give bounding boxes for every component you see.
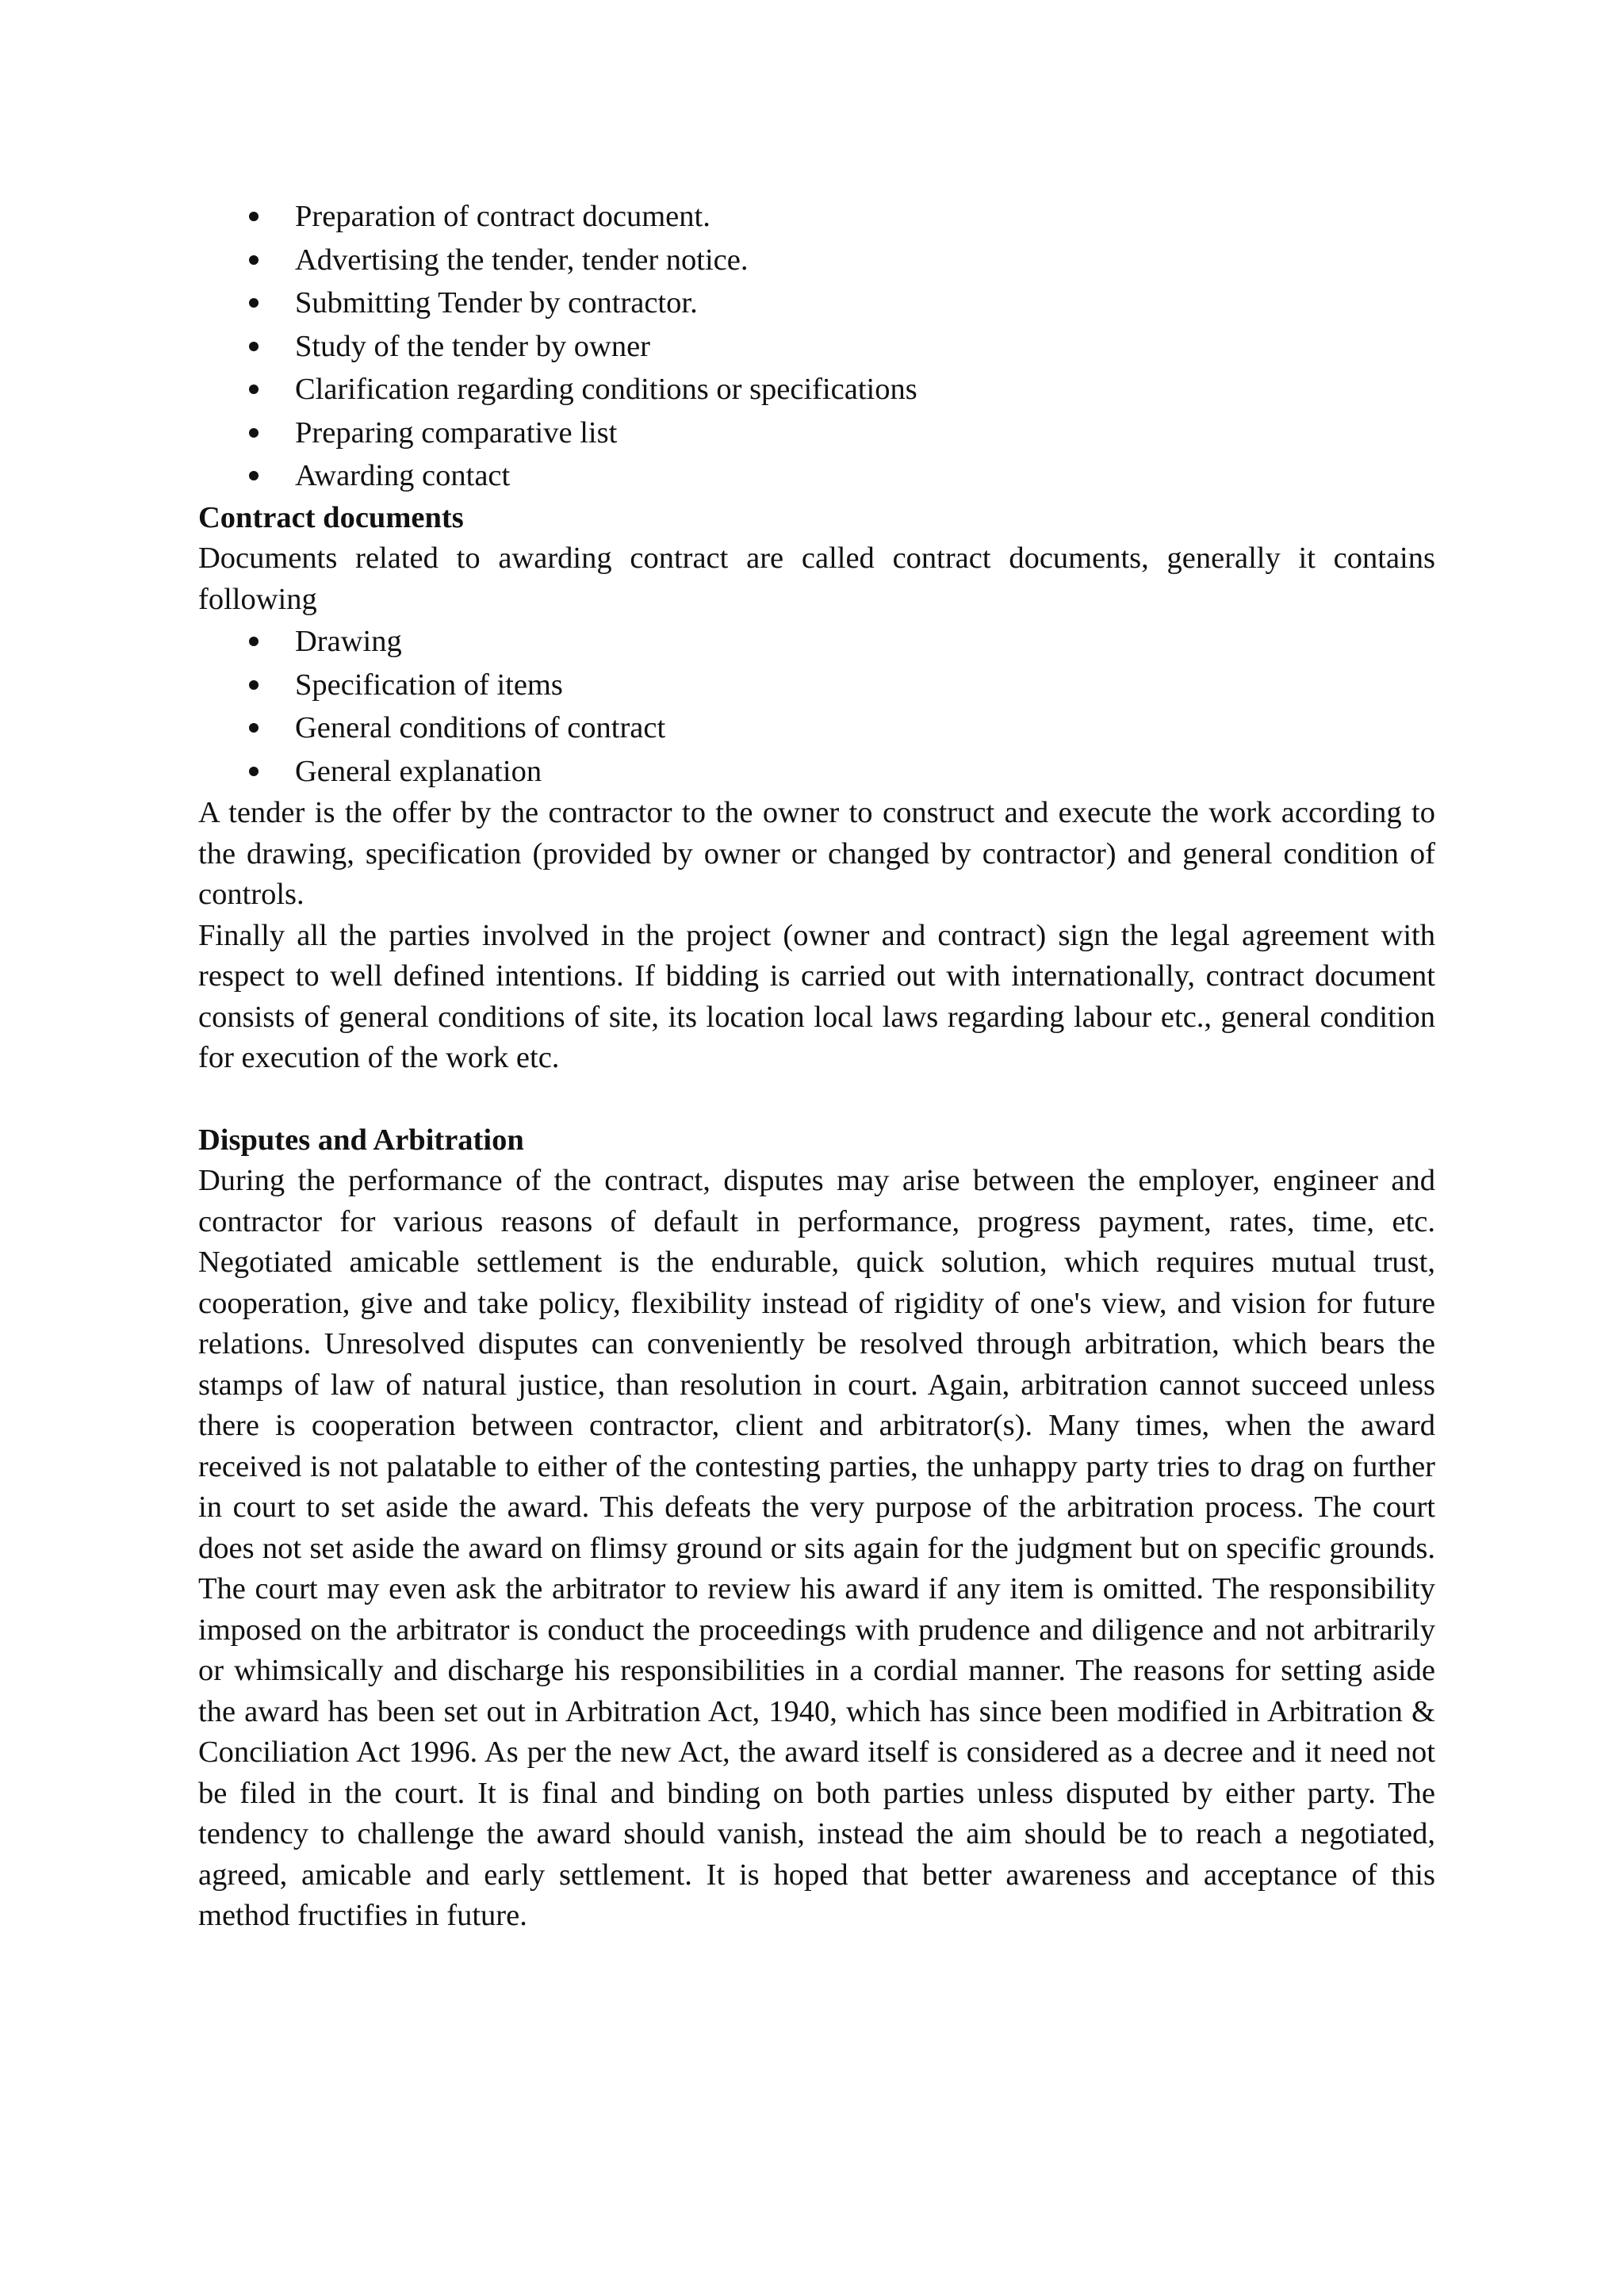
- document-page: [198, 195, 1435, 1937]
- list-item: [295, 368, 1435, 411]
- contract-documents-list: [198, 620, 1435, 793]
- list-item-text: Clarification regarding conditions or specifications: [295, 373, 917, 406]
- list-item-text: General conditions of contract: [295, 711, 666, 744]
- list-item: [295, 750, 1435, 794]
- bullet-icon: [249, 342, 259, 351]
- bullet-icon: [249, 723, 259, 733]
- tender-steps-list: [198, 195, 1435, 498]
- bullet-icon: [249, 298, 259, 308]
- contract-documents-intro: Documents related to awarding contract are called contract documents, generally it contains following: [198, 541, 1435, 616]
- bullet-icon: [249, 471, 259, 480]
- bullet-icon: [249, 255, 259, 265]
- tender-definition-paragraph: A tender is the offer by the contractor to the owner to construct and execute the work according to the drawing, specification (provided by owner or changed by contractor) and general condition of controls.: [198, 796, 1435, 911]
- list-item: [295, 664, 1435, 707]
- list-item-text: Advertising the tender, tender notice.: [295, 243, 749, 277]
- section-spacer: [198, 1079, 1435, 1120]
- bullet-icon: [249, 767, 259, 776]
- list-item-text: Preparing comparative list: [295, 415, 618, 450]
- bullet-icon: [249, 212, 259, 221]
- list-item: [295, 454, 1435, 498]
- bullet-icon: [249, 637, 259, 646]
- disputes-paragraph: During the performance of the contract, disputes may arise between the employer, engineer and contractor for various reasons of default in performance, progress payment, rates, time, etc. Negotiated amicable settlement is the endurable, quick solution, which requires mutual trust, cooperation, give and take policy, flexibility instead of rigidity of one's view, and vision for future relations. Unresolved disputes can conveniently be resolved through arbitration, which bears the stamps of law of natural justice, than resolution in court. Again, arbitration cannot succeed unless there is cooperation between contractor, client and arbitrator(s). Many times, when the award received is not palatable to either of the contesting parties, the unhappy party tries to drag on further in court to set aside the award. This defeats the very purpose of the arbitration process. The court does not set aside the award on flimsy ground or sits again for the judgment but on specific grounds. The court may even ask the arbitrator to review his award if any item is omitted. The responsibility imposed on the arbitrator is conduct the proceedings with prudence and diligence and not arbitrarily or whimsically and discharge his responsibilities in a cordial manner. The reasons for setting aside the award has been set out in Arbitration Act, 1940, which has since been modified in Arbitration & Conciliation Act 1996. As per the new Act, the award itself is considered as a decree and it need not be filed in the court. It is final and binding on both parties unless disputed by either party. The tendency to challenge the award should vanish, instead the aim should be to reach a negotiated, agreed, amicable and early settlement. It is hoped that better awareness and acceptance of this method fructifies in future.: [198, 1164, 1435, 1932]
- list-item: [295, 620, 1435, 664]
- bullet-icon: [249, 385, 259, 394]
- list-item: [295, 281, 1435, 325]
- bullet-icon: [249, 428, 259, 438]
- list-item: [295, 325, 1435, 369]
- list-item-text: Preparation of contract document.: [295, 200, 710, 233]
- list-item: [295, 239, 1435, 282]
- agreement-paragraph: Finally all the parties involved in the project (owner and contract) sign the legal agreement with respect to well defined intentions. If bidding is carried out with internationally, contract document consists of general conditions of site, its location local laws regarding labour etc., general condition for execution of the work etc.: [198, 918, 1435, 1074]
- list-item-text: Awarding contact: [295, 459, 511, 492]
- list-item-text: Specification of items: [295, 668, 563, 702]
- list-item-text: Submitting Tender by contractor.: [295, 286, 698, 320]
- contract-documents-heading: Contract documents: [198, 500, 464, 534]
- list-item: [295, 195, 1435, 239]
- list-item-text: Study of the tender by owner: [295, 329, 650, 363]
- disputes-heading: Disputes and Arbitration: [198, 1123, 524, 1157]
- list-item: [295, 706, 1435, 750]
- list-item-text: Drawing: [295, 625, 402, 658]
- bullet-icon: [249, 680, 259, 690]
- list-item-text: General explanation: [295, 754, 542, 788]
- list-item: [295, 411, 1435, 455]
